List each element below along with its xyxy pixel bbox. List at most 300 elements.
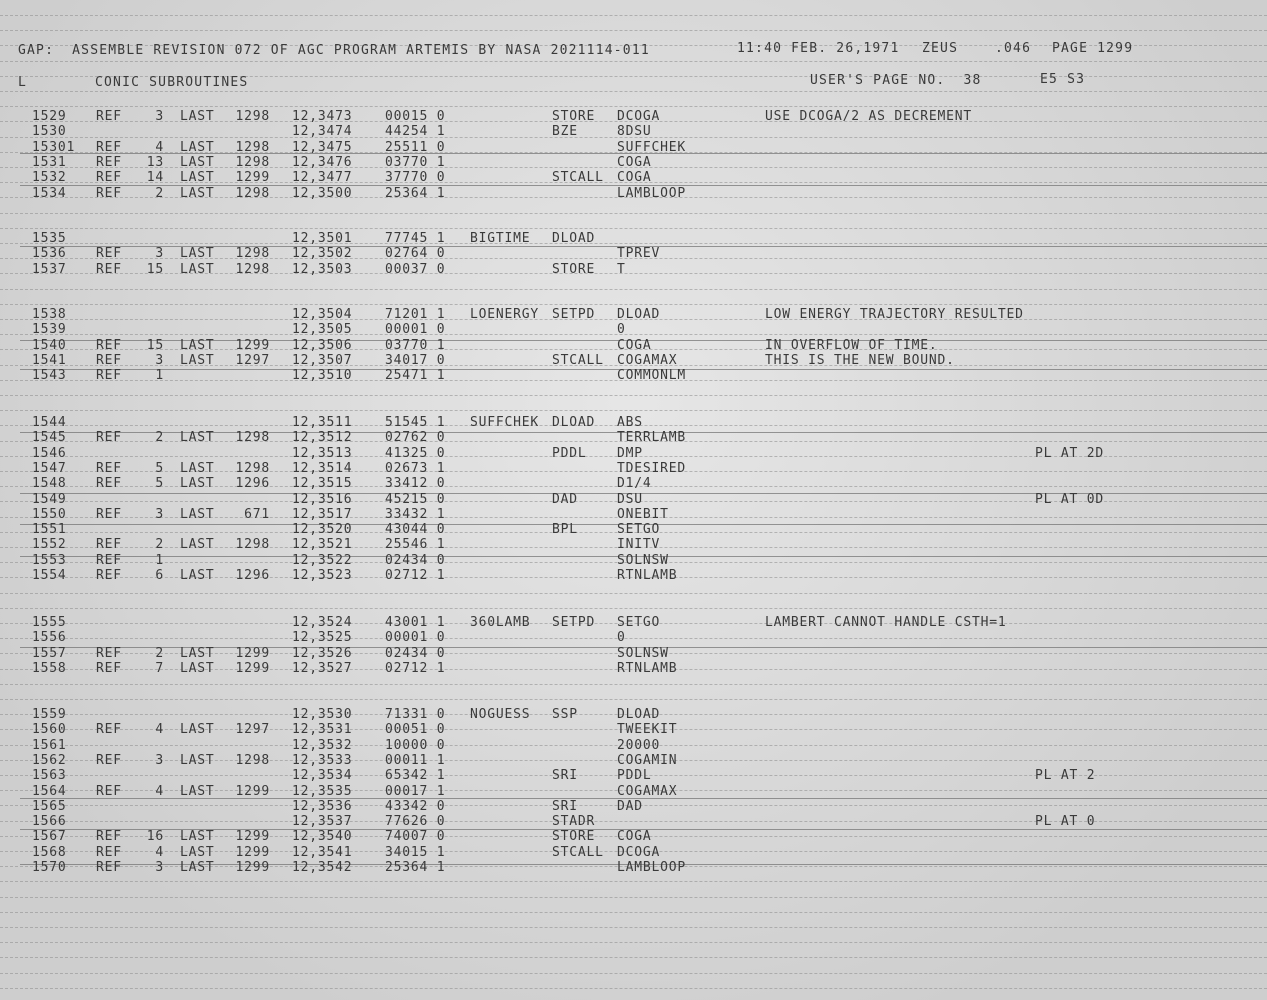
section-title: CONIC SUBROUTINES — [95, 75, 249, 90]
cell-line: 1550 — [32, 506, 67, 522]
cell-addr: 12,3521 — [292, 537, 353, 553]
listing-row — [0, 416, 1267, 430]
cell-opd: COGA — [617, 337, 652, 353]
listing-row — [0, 110, 1267, 124]
cell-addr: 12,3506 — [292, 337, 353, 353]
listing-row — [0, 431, 1267, 445]
cell-line: 1543 — [32, 368, 67, 384]
cell-code: 00001 0 — [385, 630, 446, 646]
cell-line: 1548 — [32, 476, 67, 492]
cell-opd: TWEEKIT — [617, 722, 678, 738]
cell-line: 1535 — [32, 231, 67, 246]
cell-code: 25511 0 — [385, 139, 446, 155]
cell-opd: T — [617, 261, 626, 277]
cell-lnum: 1296 — [235, 568, 270, 583]
listing-row — [0, 815, 1267, 829]
cell-op: STADR — [552, 814, 596, 830]
cell-line: 1553 — [32, 552, 67, 568]
cell-ref: REF — [96, 829, 122, 845]
cell-num: 1 — [155, 368, 164, 384]
cell-code: 00015 0 — [385, 109, 446, 124]
cell-opd: 8DSU — [617, 124, 652, 140]
cell-line: 1563 — [32, 768, 67, 784]
paper-rule — [0, 912, 1267, 913]
cell-code: 71201 1 — [385, 307, 446, 322]
cell-ref: REF — [96, 460, 122, 476]
cell-line: 1532 — [32, 170, 67, 186]
listing-row — [0, 739, 1267, 753]
cell-line: 1539 — [32, 322, 67, 338]
cell-addr: 12,3475 — [292, 139, 353, 155]
cell-op: STCALL — [552, 844, 604, 860]
cell-last: LAST — [180, 752, 215, 768]
cell-num: 3 — [155, 109, 164, 124]
cell-line: 1541 — [32, 352, 67, 368]
listing-code: E5 S3 — [1040, 72, 1086, 87]
paper-rule — [0, 942, 1267, 943]
cell-pl: PL AT 2D — [1035, 445, 1105, 461]
cell-ref: REF — [96, 476, 122, 492]
cell-cmt: LAMBERT CANNOT HANDLE CSTH=1 — [765, 615, 1007, 630]
listing-marker: L — [18, 75, 28, 90]
listing-system: ZEUS — [922, 41, 959, 56]
listing-row — [0, 339, 1267, 353]
cell-ref: REF — [96, 352, 122, 368]
listing-title: GAP: ASSEMBLE REVISION 072 OF AGC PROGRAM ARTEMIS BY NASA 2021114-011 — [18, 43, 650, 58]
cell-opd: SUFFCHEK — [617, 139, 687, 155]
paper-rule — [0, 30, 1267, 31]
cell-ref: REF — [96, 752, 122, 768]
cell-addr: 12,3502 — [292, 246, 353, 262]
cell-last: LAST — [180, 506, 215, 522]
cell-lnum: 1298 — [235, 537, 270, 553]
cell-line: 1556 — [32, 630, 67, 646]
listing-row — [0, 538, 1267, 552]
cell-addr: 12,3541 — [292, 844, 353, 860]
listing-row — [0, 846, 1267, 860]
cell-code: 03770 1 — [385, 154, 446, 170]
paper-rule — [0, 927, 1267, 928]
cell-opd: 0 — [617, 630, 626, 646]
cell-ref: REF — [96, 537, 122, 553]
cell-addr: 12,3532 — [292, 737, 353, 753]
cell-op: BZE — [552, 124, 578, 140]
cell-code: 25364 1 — [385, 860, 446, 875]
listing-timestamp: 11:40 FEB. 26,1971 — [737, 41, 900, 56]
cell-tag: NOGUESS — [470, 707, 531, 722]
listing-row — [0, 508, 1267, 522]
cell-line: 1549 — [32, 491, 67, 507]
cell-code: 02712 1 — [385, 568, 446, 583]
cell-cmt: USE DCOGA/2 AS DECREMENT — [765, 109, 973, 124]
cell-addr: 12,3540 — [292, 829, 353, 845]
cell-code: 71331 0 — [385, 707, 446, 722]
cell-op: SRI — [552, 798, 578, 814]
cell-last: LAST — [180, 829, 215, 845]
cell-lnum: 1298 — [235, 154, 270, 170]
cell-line: 1552 — [32, 537, 67, 553]
paper-rule — [0, 608, 1267, 609]
cell-num: 5 — [155, 476, 164, 492]
cell-line: 1566 — [32, 814, 67, 830]
cell-code: 43001 1 — [385, 615, 446, 630]
cell-addr: 12,3533 — [292, 752, 353, 768]
cell-last: LAST — [180, 246, 215, 262]
cell-lnum: 1297 — [235, 352, 270, 368]
cell-ref: REF — [96, 261, 122, 277]
cell-code: 02764 0 — [385, 246, 446, 262]
cell-opd: COGAMIN — [617, 752, 678, 768]
cell-code: 00051 0 — [385, 722, 446, 738]
cell-op: SSP — [552, 707, 578, 722]
cell-opd: 0 — [617, 322, 626, 338]
cell-ref: REF — [96, 844, 122, 860]
cell-lnum: 1298 — [235, 752, 270, 768]
cell-opd: ONEBIT — [617, 506, 669, 522]
cell-num: 7 — [155, 660, 164, 676]
cell-line: 1564 — [32, 783, 67, 799]
cell-addr: 12,3520 — [292, 522, 353, 538]
listing-row — [0, 769, 1267, 783]
cell-op: SRI — [552, 768, 578, 784]
cell-opd: D1/4 — [617, 476, 652, 492]
cell-num: 3 — [155, 752, 164, 768]
cell-last: LAST — [180, 170, 215, 186]
cell-addr: 12,3523 — [292, 568, 353, 583]
cell-lnum: 1297 — [235, 722, 270, 738]
cell-opd: DCOGA — [617, 844, 661, 860]
cell-opd: TDESIRED — [617, 460, 687, 476]
cell-lnum: 1298 — [235, 430, 270, 446]
cell-tag: BIGTIME — [470, 231, 531, 246]
cell-ref: REF — [96, 337, 122, 353]
paper-rule — [0, 61, 1267, 62]
cell-opd: PDDL — [617, 768, 652, 784]
cell-lnum: 1298 — [235, 460, 270, 476]
cell-opd: COGA — [617, 829, 652, 845]
listing-row — [0, 247, 1267, 261]
paper-rule — [0, 106, 1267, 107]
paper-rule — [0, 410, 1267, 411]
cell-last: LAST — [180, 460, 215, 476]
cell-last: LAST — [180, 261, 215, 277]
paper-rule — [0, 699, 1267, 700]
cell-opd: SOLNSW — [617, 552, 669, 568]
cell-line: 1537 — [32, 261, 67, 277]
cell-line: 1546 — [32, 445, 67, 461]
listing-row — [0, 523, 1267, 537]
paper-rule — [0, 973, 1267, 974]
cell-addr: 12,3535 — [292, 783, 353, 799]
cell-opd: DCOGA — [617, 109, 661, 124]
paper-rule — [0, 228, 1267, 229]
paper-rule — [0, 988, 1267, 989]
cell-line: 1545 — [32, 430, 67, 446]
cell-line: 1544 — [32, 415, 67, 430]
listing-row — [0, 369, 1267, 383]
cell-lnum: 1299 — [235, 660, 270, 676]
cell-addr: 12,3536 — [292, 798, 353, 814]
cell-num: 1 — [155, 552, 164, 568]
listing-row — [0, 723, 1267, 737]
cell-addr: 12,3500 — [292, 185, 353, 201]
cell-code: 74007 0 — [385, 829, 446, 845]
cell-addr: 12,3537 — [292, 814, 353, 830]
cell-ref: REF — [96, 552, 122, 568]
cell-code: 02434 0 — [385, 552, 446, 568]
listing-row — [0, 662, 1267, 676]
cell-opd: COMMONLM — [617, 368, 687, 384]
cell-line: 1570 — [32, 860, 67, 875]
cell-line: 1555 — [32, 615, 67, 630]
cell-opd: DMP — [617, 445, 643, 461]
cell-line: 15301 — [32, 139, 76, 155]
cell-lnum: 671 — [244, 506, 270, 522]
cell-num: 2 — [155, 537, 164, 553]
paper-rule — [0, 304, 1267, 305]
cell-code: 33412 0 — [385, 476, 446, 492]
cell-addr: 12,3542 — [292, 860, 353, 875]
listing-row — [0, 477, 1267, 491]
listing-row — [0, 171, 1267, 185]
cell-ref: REF — [96, 506, 122, 522]
cell-last: LAST — [180, 476, 215, 492]
cell-opd: LAMBLOOP — [617, 185, 687, 201]
cell-ref: REF — [96, 368, 122, 384]
cell-num: 15 — [146, 261, 164, 277]
cell-code: 51545 1 — [385, 415, 446, 430]
cell-last: LAST — [180, 537, 215, 553]
cell-ref: REF — [96, 170, 122, 186]
cell-opd: DAD — [617, 798, 643, 814]
cell-lnum: 1299 — [235, 337, 270, 353]
cell-ref: REF — [96, 660, 122, 676]
cell-lnum: 1299 — [235, 829, 270, 845]
cell-line: 1560 — [32, 722, 67, 738]
cell-ref: REF — [96, 109, 122, 124]
cell-lnum: 1299 — [235, 844, 270, 860]
cell-code: 45215 0 — [385, 491, 446, 507]
cell-code: 02434 0 — [385, 645, 446, 661]
listing-row — [0, 754, 1267, 768]
listing-row — [0, 493, 1267, 507]
cell-code: 00011 1 — [385, 752, 446, 768]
cell-op: STCALL — [552, 170, 604, 186]
cell-opd: TPREV — [617, 246, 661, 262]
cell-addr: 12,3531 — [292, 722, 353, 738]
listing-row — [0, 830, 1267, 844]
cell-line: 1530 — [32, 124, 67, 140]
paper-rule — [0, 684, 1267, 685]
cell-opd: COGAMAX — [617, 352, 678, 368]
cell-lnum: 1298 — [235, 185, 270, 201]
cell-addr: 12,3511 — [292, 415, 353, 430]
cell-num: 16 — [146, 829, 164, 845]
cell-opd: DLOAD — [617, 307, 661, 322]
cell-code: 25471 1 — [385, 368, 446, 384]
cell-addr: 12,3526 — [292, 645, 353, 661]
cell-addr: 12,3476 — [292, 154, 353, 170]
cell-opd: RTNLAMB — [617, 660, 678, 676]
cell-addr: 12,3514 — [292, 460, 353, 476]
cell-num: 2 — [155, 185, 164, 201]
cell-addr: 12,3510 — [292, 368, 353, 384]
cell-line: 1568 — [32, 844, 67, 860]
listing-row — [0, 462, 1267, 476]
listing-row — [0, 861, 1267, 875]
cell-code: 41325 0 — [385, 445, 446, 461]
cell-line: 1554 — [32, 568, 67, 583]
cell-code: 77745 1 — [385, 231, 446, 246]
listing-number: .046 — [995, 41, 1032, 56]
cell-addr: 12,3477 — [292, 170, 353, 186]
listing-row — [0, 569, 1267, 583]
cell-code: 33432 1 — [385, 506, 446, 522]
cell-num: 4 — [155, 783, 164, 799]
cell-addr: 12,3527 — [292, 660, 353, 676]
cell-num: 3 — [155, 860, 164, 875]
cell-line: 1529 — [32, 109, 67, 124]
cell-num: 4 — [155, 844, 164, 860]
cell-last: LAST — [180, 352, 215, 368]
cell-op: DLOAD — [552, 231, 596, 246]
cell-ref: REF — [96, 783, 122, 799]
cell-pl: PL AT 2 — [1035, 768, 1096, 784]
listing-row — [0, 631, 1267, 645]
cell-op: STORE — [552, 829, 596, 845]
cell-ref: REF — [96, 154, 122, 170]
cell-code: 77626 0 — [385, 814, 446, 830]
cell-lnum: 1296 — [235, 476, 270, 492]
cell-num: 4 — [155, 139, 164, 155]
cell-op: STORE — [552, 109, 596, 124]
cell-op: DAD — [552, 491, 578, 507]
cell-addr: 12,3505 — [292, 322, 353, 338]
cell-ref: REF — [96, 246, 122, 262]
cell-addr: 12,3534 — [292, 768, 353, 784]
cell-op: BPL — [552, 522, 578, 538]
cell-num: 5 — [155, 460, 164, 476]
cell-last: LAST — [180, 337, 215, 353]
cell-opd: COGAMAX — [617, 783, 678, 799]
cell-last: LAST — [180, 185, 215, 201]
cell-opd: 20000 — [617, 737, 661, 753]
cell-code: 00037 0 — [385, 261, 446, 277]
cell-pl: PL AT 0D — [1035, 491, 1105, 507]
paper-rule — [0, 91, 1267, 92]
cell-lnum: 1298 — [235, 246, 270, 262]
cell-addr: 12,3525 — [292, 630, 353, 646]
cell-opd: DLOAD — [617, 707, 661, 722]
cell-line: 1534 — [32, 185, 67, 201]
cell-code: 25364 1 — [385, 185, 446, 201]
cell-cmt: LOW ENERGY TRAJECTORY RESULTED — [765, 307, 1024, 322]
cell-line: 1538 — [32, 307, 67, 322]
listing-row — [0, 616, 1267, 630]
cell-num: 15 — [146, 337, 164, 353]
cell-num: 2 — [155, 645, 164, 661]
users-page-number: USER'S PAGE NO. 38 — [810, 73, 982, 88]
cell-code: 25546 1 — [385, 537, 446, 553]
cell-opd: SETGO — [617, 615, 661, 630]
cell-opd: LAMBLOOP — [617, 860, 687, 875]
cell-addr: 12,3530 — [292, 707, 353, 722]
cell-ref: REF — [96, 430, 122, 446]
cell-code: 44254 1 — [385, 124, 446, 140]
listing-row — [0, 447, 1267, 461]
cell-addr: 12,3516 — [292, 491, 353, 507]
paper-rule — [0, 15, 1267, 16]
cell-num: 2 — [155, 430, 164, 446]
paper-rule — [0, 897, 1267, 898]
cell-lnum: 1299 — [235, 645, 270, 661]
cell-op: PDDL — [552, 445, 587, 461]
cell-tag: LOENERGY — [470, 307, 540, 322]
cell-addr: 12,3515 — [292, 476, 353, 492]
paper-rule — [0, 881, 1267, 882]
listing-row — [0, 187, 1267, 201]
cell-code: 34015 1 — [385, 844, 446, 860]
listing-row — [0, 323, 1267, 337]
cell-opd: ABS — [617, 415, 643, 430]
cell-ref: REF — [96, 185, 122, 201]
cell-addr: 12,3513 — [292, 445, 353, 461]
cell-addr: 12,3522 — [292, 552, 353, 568]
cell-code: 65342 1 — [385, 768, 446, 784]
cell-op: STORE — [552, 261, 596, 277]
cell-addr: 12,3517 — [292, 506, 353, 522]
cell-line: 1559 — [32, 707, 67, 722]
cell-opd: COGA — [617, 154, 652, 170]
cell-ref: REF — [96, 568, 122, 583]
cell-lnum: 1299 — [235, 783, 270, 799]
cell-code: 02673 1 — [385, 460, 446, 476]
listing-row — [0, 554, 1267, 568]
cell-opd: DSU — [617, 491, 643, 507]
cell-line: 1558 — [32, 660, 67, 676]
listing-row — [0, 156, 1267, 170]
cell-opd: RTNLAMB — [617, 568, 678, 583]
listing-row — [0, 232, 1267, 246]
cell-op: SETPD — [552, 307, 596, 322]
paper-rule — [0, 213, 1267, 214]
listing-row — [0, 308, 1267, 322]
cell-last: LAST — [180, 844, 215, 860]
cell-opd: TERRLAMB — [617, 430, 687, 446]
cell-num: 13 — [146, 154, 164, 170]
cell-last: LAST — [180, 109, 215, 124]
cell-addr: 12,3501 — [292, 231, 353, 246]
paper-rule — [0, 957, 1267, 958]
cell-code: 03770 1 — [385, 337, 446, 353]
paper-rule — [0, 289, 1267, 290]
cell-line: 1531 — [32, 154, 67, 170]
cell-code: 00001 0 — [385, 322, 446, 338]
cell-lnum: 1298 — [235, 139, 270, 155]
listing-row — [0, 708, 1267, 722]
cell-last: LAST — [180, 860, 215, 875]
listing-page: PAGE 1299 — [1052, 41, 1134, 56]
cell-code: 43342 0 — [385, 798, 446, 814]
cell-lnum: 1298 — [235, 109, 270, 124]
cell-num: 6 — [155, 568, 164, 583]
listing-row — [0, 785, 1267, 799]
listing-row — [0, 141, 1267, 155]
cell-opd: COGA — [617, 170, 652, 186]
cell-last: LAST — [180, 154, 215, 170]
cell-last: LAST — [180, 430, 215, 446]
cell-op: STCALL — [552, 352, 604, 368]
